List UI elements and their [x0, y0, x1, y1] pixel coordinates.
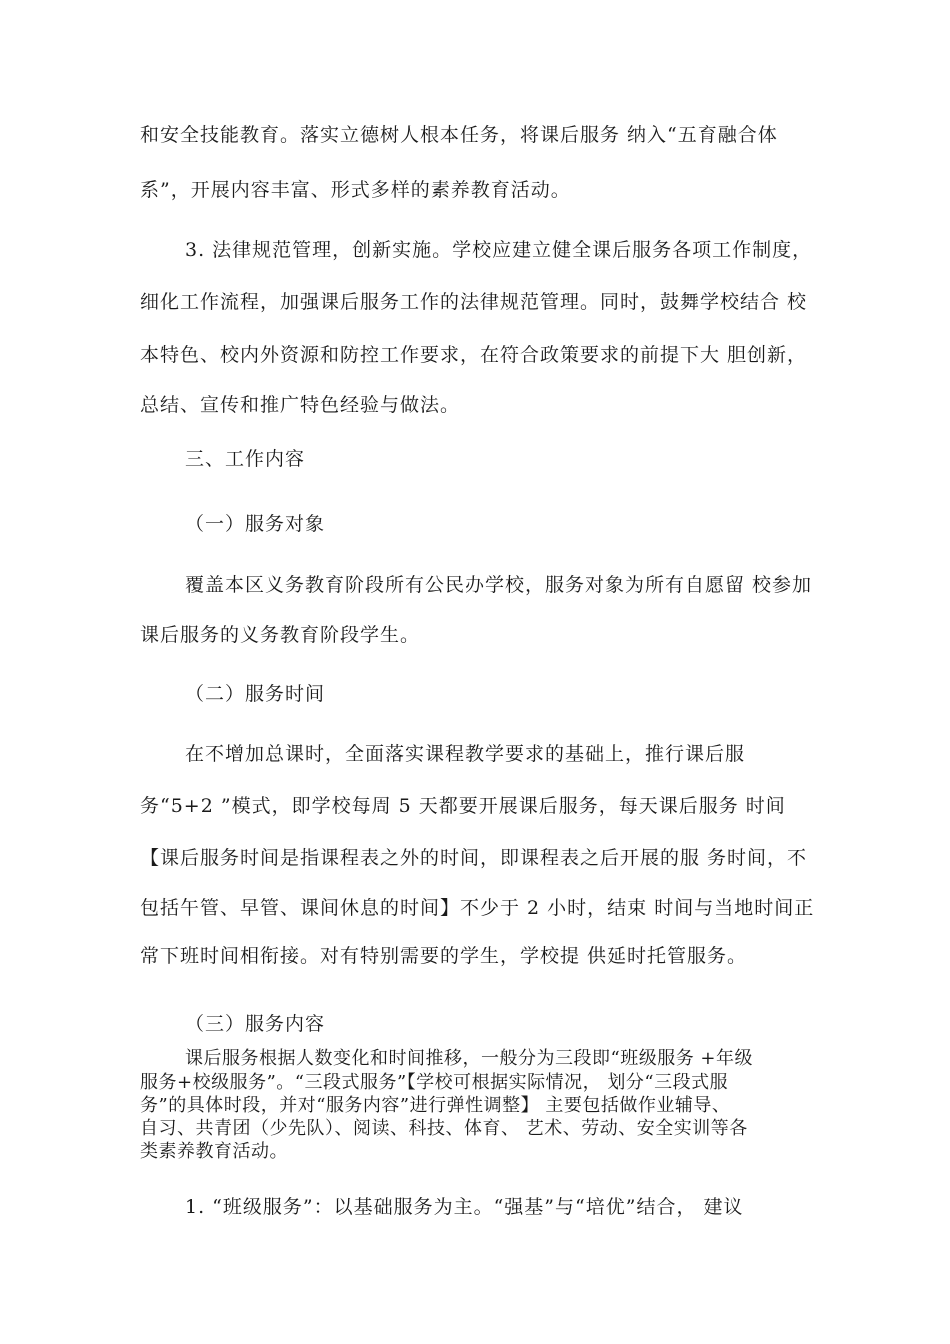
paragraph-4-line-1: 在不增加总课时，全面落实课程教学要求的基础上，推行课后服 — [185, 743, 746, 765]
paragraph-4-line-4: 包括午管、早管、课间休息的时间】不少于 2 小时，结束 时间与当地时间正 — [140, 897, 815, 919]
subheading-service-time: （二）服务时间 — [185, 683, 326, 705]
subheading-service-target: （一）服务对象 — [185, 513, 326, 535]
paragraph-4-line-2: 务“5+2 ”模式，即学校每周 5 天都要开展课后服务，每天课后服务 时间 — [140, 795, 786, 817]
section-heading-3: 三、工作内容 — [185, 448, 306, 470]
subheading-service-content: （三）服务内容 — [185, 1013, 326, 1035]
paragraph-1-line-2: 系”，开展内容丰富、形式多样的素养教育活动。 — [140, 179, 571, 201]
paragraph-5-line-1: 课后服务根据人数变化和时间推移，一般分为三段即“班级服务 +年级 — [185, 1048, 754, 1069]
paragraph-2-line-3: 本特色、校内外资源和防控工作要求，在符合政策要求的前提下大 胆创新， — [140, 344, 808, 366]
paragraph-1-line-1: 和安全技能教育。落实立德树人根本任务，将课后服务 纳入“五育融合体 — [140, 124, 778, 146]
paragraph-5-line-3: 务”的具体时段，并对“服务内容”进行弹性调整】 主要包括做作业辅导、 — [140, 1095, 731, 1116]
paragraph-2-line-2: 细化工作流程，加强课后服务工作的法律规范管理。同时，鼓舞学校结合 校 — [140, 291, 808, 313]
paragraph-2-line-4: 总结、宣传和推广特色经验与做法。 — [140, 394, 461, 416]
paragraph-2-line-1: 3. 法律规范管理，创新实施。学校应建立健全课后服务各项工作制度， — [185, 239, 813, 261]
paragraph-6-line-1: 1. “班级服务”：以基础服务为主。“强基”与“培优”结合， 建议 — [185, 1196, 744, 1218]
paragraph-3-line-2: 课后服务的义务教育阶段学生。 — [140, 624, 421, 646]
paragraph-5-line-2: 服务+校级服务”。“三段式服务”【学校可根据实际情况， 划分“三段式服 — [140, 1072, 729, 1093]
paragraph-4-line-3: 【课后服务时间是指课程表之外的时间，即课程表之后开展的服 务时间，不 — [140, 847, 808, 869]
paragraph-4-line-5: 常下班时间相衔接。对有特别需要的学生，学校提 供延时托管服务。 — [140, 945, 748, 967]
paragraph-3-line-1: 覆盖本区义务教育阶段所有公民办学校，服务对象为所有自愿留 校参加 — [185, 574, 813, 596]
paragraph-5-line-5: 类素养教育活动。 — [140, 1141, 288, 1162]
paragraph-5-line-4: 自习、共青团（少先队）、阅读、科技、体育、 艺术、劳动、安全实训等各 — [140, 1118, 748, 1139]
